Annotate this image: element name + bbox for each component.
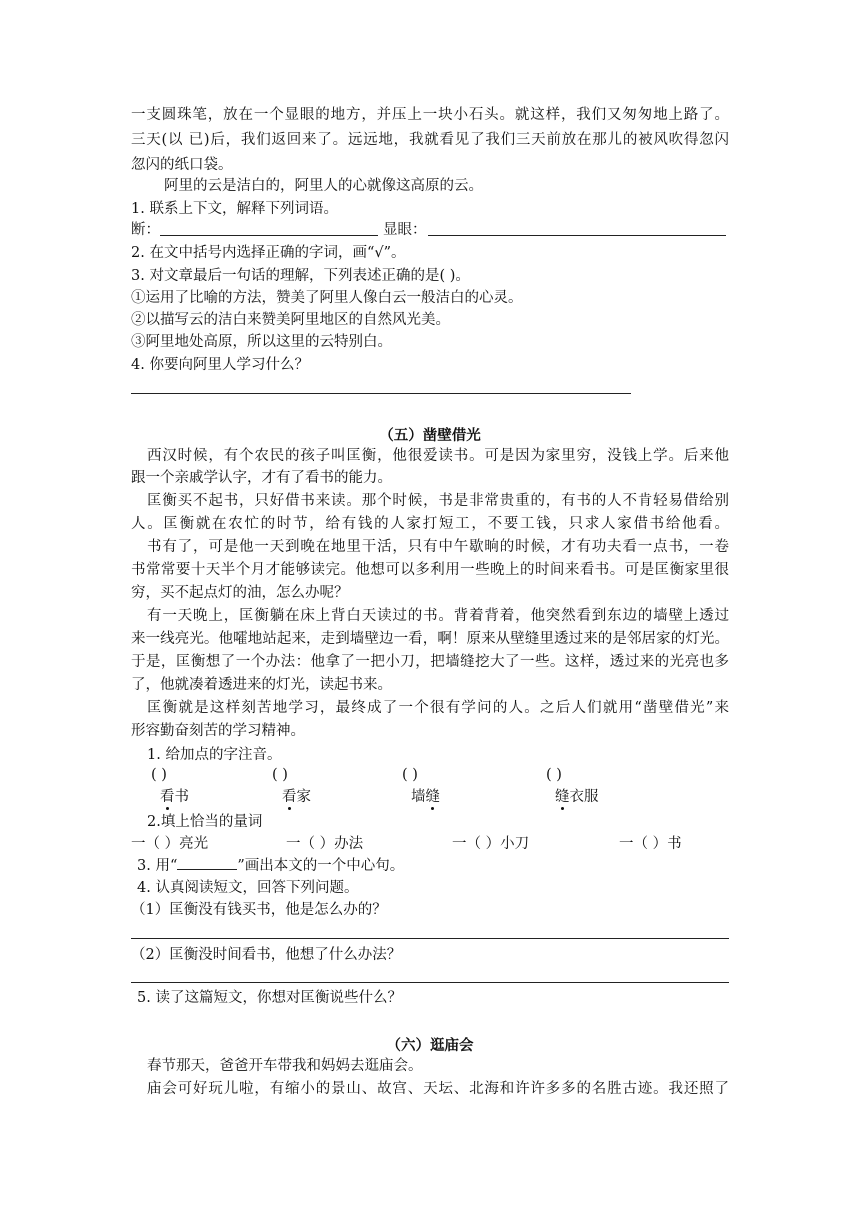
section-title: （五）凿壁借光 [379,427,481,444]
paragraph-line: 有一天晚上，匡衡躺在床上背白天读过的书。背着背着，他突然看到东边的墙壁上透过 [147,608,729,624]
question-3: 3. 用“ ”画出本文的一个中心句。 [137,858,405,874]
answer-line[interactable] [131,393,631,394]
pinyin-bracket[interactable]: ( ) [402,767,418,783]
paragraph-line: 西汉时候，有个农民的孩子叫匡衡，他很爱读书。可是因为家里穷，没钱上学。后来他 [147,448,729,464]
question-2: 2.填上恰当的量词 [147,814,263,830]
paragraph-line: 了，他就凑着透进来的灯光，读起书来。 [131,677,392,693]
q1-label-xianyan: 显眼： [383,222,427,238]
answer-line[interactable] [131,982,729,983]
measure-blank[interactable]: 一（ ）办法 [286,836,364,852]
underline-blank [177,869,237,870]
paragraph-line: 书有了，可是他一天到晚在地里干活，只有中午歇晌的时候，才有功夫看一点书，一卷 [147,539,729,555]
passage-line: 忽闪的纸口袋。 [131,157,233,173]
paragraph-line: 穷，买不起点灯的油，怎么办呢？ [131,585,349,601]
answer-line[interactable] [428,235,726,236]
paragraph-line: 人。匡衡就在农忙的时节，给有钱的人家打短工，不要工钱，只求人家借书给他看。 [131,516,729,532]
measure-blank[interactable]: 一（ ）小刀 [452,836,530,852]
measure-blank[interactable]: 一（ ）书 [619,836,682,852]
question-1: 1. 联系上下文，解释下列词语。 [131,201,338,217]
paragraph-line: 匡衡就是这样刻苦地学习，最终成了一个很有学问的人。之后人们就用“凿壁借光”来 [147,700,729,716]
section-title: （六）逛庙会 [386,1037,474,1054]
paragraph-line: 跟一个亲戚学认字，才有了看书的能力。 [131,470,392,486]
question-1: 1. 给加点的字注音。 [147,747,282,763]
dotted-char: 缝 [425,789,440,805]
q1-label-duan: 断： [131,222,160,238]
paragraph-line: 形容勤奋刻苦的学习精神。 [131,723,305,739]
dotted-char: 缝 [555,789,570,805]
q3-option: ①运用了比喻的方法，赞美了阿里人像白云一般洁白的心灵。 [131,290,523,306]
question-4-2: （2）匡衡没时间看书，他想了什么办法？ [131,947,402,963]
dotted-word: 墙缝 [411,789,440,805]
dotted-word: 看书 [160,789,189,805]
passage-line: 三天(以 已)后，我们返回来了。远远地，我就看见了我们三天前放在那儿的被风吹得忽闪 [131,132,729,148]
paragraph-line: 春节那天，爸爸开车带我和妈妈去逛庙会。 [147,1058,423,1074]
dotted-char: 看 [282,789,297,805]
paragraph-line: 匡衡买不起书，只好借书来读。那个时候，书是非常贵重的，有书的人不肯轻易借给别 [147,493,729,509]
measure-blank[interactable]: 一（ ）亮光 [131,836,209,852]
pinyin-bracket[interactable]: ( ) [546,767,562,783]
question-4: 4. 你要向阿里人学习什么？ [131,357,309,373]
paragraph-line: 来一线亮光。他嚯地站起来，走到墙壁边一看，啊！原来从壁缝里透过来的是邻居家的灯光。 [131,631,729,647]
question-4: 4. 认真阅读短文，回答下列问题。 [137,880,359,896]
dotted-word: 看家 [282,789,311,805]
pinyin-bracket[interactable]: ( ) [272,767,288,783]
pinyin-bracket[interactable]: ( ) [151,767,167,783]
question-3: 3. 对文章最后一句话的理解，下列表述正确的是( )。 [131,268,470,284]
answer-line[interactable] [160,235,378,236]
question-4-1: （1）匡衡没有钱买书，他是怎么办的？ [131,902,387,918]
q3-option: ②以描写云的洁白来赞美阿里地区的自然风光美。 [131,312,450,328]
passage-line: 阿里的云是洁白的，阿里人的心就像这高原的云。 [164,178,483,194]
paragraph-line: 于是，匡衡想了一个办法：他拿了一把小刀，把墙缝挖大了一些。这样，透过来的光亮也多 [131,654,729,670]
question-2: 2. 在文中括号内选择正确的字词，画“√”。 [131,245,406,261]
paragraph-line: 庙会可好玩儿啦，有缩小的景山、故宫、天坛、北海和许许多多的名胜古迹。我还照了 [147,1081,729,1097]
question-5: 5. 读了这篇短文，你想对匡衡说些什么？ [137,990,402,1006]
answer-line[interactable] [131,938,729,939]
paragraph-line: 书常常要十天半个月才能够读完。他想可以多利用一些晚上的时间来看书。可是匡衡家里很 [131,562,729,578]
dotted-word: 缝衣服 [555,789,599,805]
q3-option: ③阿里地处高原，所以这里的云特别白。 [131,334,392,350]
dotted-char: 看 [160,789,175,805]
passage-line: 一支圆珠笔，放在一个显眼的地方，并压上一块小石头。就这样，我们又匆匆地上路了。 [131,107,729,123]
